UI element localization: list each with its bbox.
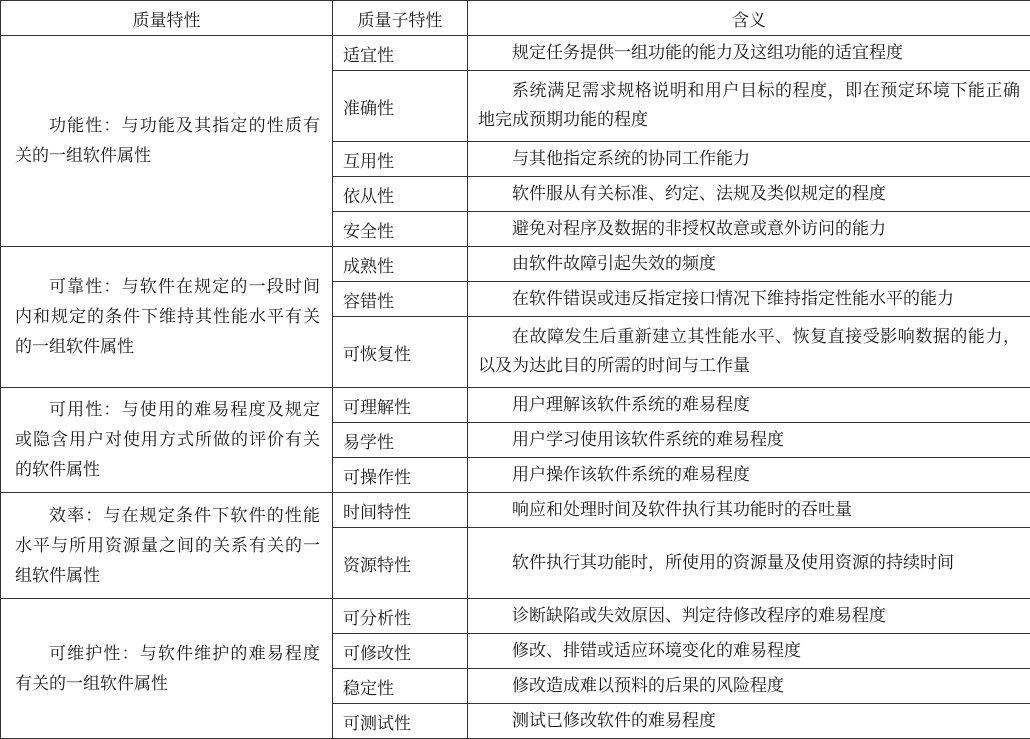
sub-characteristic-cell: 容错性	[333, 282, 468, 317]
sub-characteristic-cell: 适宜性	[333, 36, 468, 71]
header-sub-characteristic: 质量子特性	[333, 1, 468, 36]
meaning-cell: 在软件错误或违反指定接口情况下维持指定性能水平的能力	[468, 282, 1030, 317]
sub-characteristic-cell: 可恢复性	[333, 317, 468, 388]
characteristic-cell: 可靠性：与软件在规定的一段时间内和规定的条件下维持其性能水平有关的一组软件属性	[1, 247, 333, 388]
meaning-cell: 测试已修改软件的难易程度	[468, 704, 1030, 739]
sub-characteristic-cell: 准确性	[333, 71, 468, 142]
meaning-cell: 避免对程序及数据的非授权故意或意外访问的能力	[468, 212, 1030, 247]
characteristic-cell: 效率：与在规定条件下软件的性能水平与所用资源量之间的关系有关的一组软件属性	[1, 493, 333, 599]
meaning-cell: 用户学习使用该软件系统的难易程度	[468, 423, 1030, 458]
sub-characteristic-cell: 可修改性	[333, 634, 468, 669]
table-row	[1, 247, 1030, 282]
header-characteristic: 质量特性	[1, 1, 333, 36]
meaning-cell: 由软件故障引起失效的频度	[468, 247, 1030, 282]
meaning-cell: 响应和处理时间及软件执行其功能时的吞吐量	[468, 493, 1030, 528]
table-row	[1, 599, 1030, 634]
meaning-cell: 软件服从有关标准、约定、法规及类似规定的程度	[468, 177, 1030, 212]
meaning-cell: 系统满足需求规格说明和用户目标的程度，即在预定环境下能正确地完成预期功能的程度	[468, 71, 1030, 142]
sub-characteristic-cell: 依从性	[333, 177, 468, 212]
table-row	[1, 493, 1030, 528]
sub-characteristic-cell: 稳定性	[333, 669, 468, 704]
sub-characteristic-cell: 可理解性	[333, 388, 468, 423]
meaning-cell: 与其他指定系统的协同工作能力	[468, 142, 1030, 177]
table-row	[1, 388, 1030, 423]
meaning-cell: 修改、排错或适应环境变化的难易程度	[468, 634, 1030, 669]
sub-characteristic-cell: 可测试性	[333, 704, 468, 739]
characteristic-cell: 可维护性：与软件维护的难易程度有关的一组软件属性	[1, 599, 333, 739]
meaning-cell: 修改造成难以预料的后果的风险程度	[468, 669, 1030, 704]
meaning-cell: 规定任务提供一组功能的能力及这组功能的适宜程度	[468, 36, 1030, 71]
meaning-cell: 在故障发生后重新建立其性能水平、恢复直接受影响数据的能力，以及为达此目的所需的时间与工作量	[468, 317, 1030, 388]
table-row	[1, 36, 1030, 71]
characteristic-cell: 功能性：与功能及其指定的性质有关的一组软件属性	[1, 36, 333, 247]
sub-characteristic-cell: 易学性	[333, 423, 468, 458]
meaning-cell: 用户理解该软件系统的难易程度	[468, 388, 1030, 423]
characteristic-cell: 可用性：与使用的难易程度及规定或隐含用户对使用方式所做的评价有关的软件属性	[1, 388, 333, 493]
sub-characteristic-cell: 可分析性	[333, 599, 468, 634]
meaning-cell: 软件执行其功能时，所使用的资源量及使用资源的持续时间	[468, 528, 1030, 599]
sub-characteristic-cell: 互用性	[333, 142, 468, 177]
meaning-cell: 用户操作该软件系统的难易程度	[468, 458, 1030, 493]
meaning-cell: 诊断缺陷或失效原因、判定待修改程序的难易程度	[468, 599, 1030, 634]
table-header-row	[1, 1, 1030, 36]
sub-characteristic-cell: 资源特性	[333, 528, 468, 599]
sub-characteristic-cell: 可操作性	[333, 458, 468, 493]
sub-characteristic-cell: 安全性	[333, 212, 468, 247]
sub-characteristic-cell: 成熟性	[333, 247, 468, 282]
sub-characteristic-cell: 时间特性	[333, 493, 468, 528]
header-meaning: 含义	[468, 1, 1030, 36]
